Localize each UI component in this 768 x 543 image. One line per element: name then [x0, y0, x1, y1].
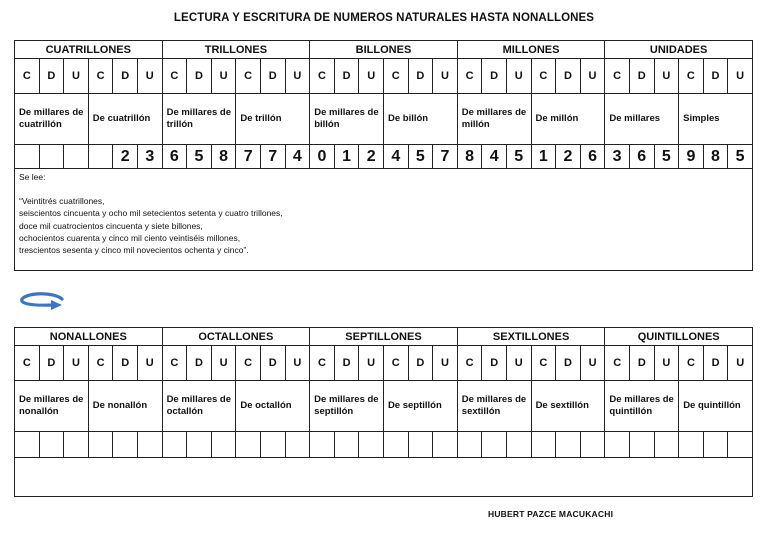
label-millares-sextillon: De millares de sextillón	[457, 381, 531, 432]
cdu-cell: C	[310, 59, 335, 94]
digit-cell	[531, 432, 556, 458]
label-nonallon: De nonallón	[88, 381, 162, 432]
group-header-septillones: SEPTILLONES	[310, 328, 458, 346]
digit-cell	[39, 432, 64, 458]
label-billon: De billón	[383, 94, 457, 145]
digit-cell	[433, 432, 458, 458]
digit-row	[15, 145, 753, 169]
digit-cell: 9	[679, 145, 704, 169]
cdu-cell: C	[531, 346, 556, 381]
digit-cell: 2	[113, 145, 138, 169]
digit-cell: 5	[187, 145, 212, 169]
digit-cell	[15, 432, 40, 458]
digit-cell	[260, 432, 285, 458]
cdu-cell: U	[433, 346, 458, 381]
label-millares-octallon: De millares de octallón	[162, 381, 236, 432]
cdu-cell: C	[88, 59, 113, 94]
digit-cell	[457, 432, 482, 458]
group-header-unidades: UNIDADES	[605, 41, 753, 59]
digit-cell	[506, 432, 531, 458]
digit-row	[15, 432, 753, 458]
digit-cell: 7	[260, 145, 285, 169]
cdu-cell: C	[531, 59, 556, 94]
cdu-cell: D	[260, 346, 285, 381]
cdu-cell: U	[137, 59, 162, 94]
cdu-row	[15, 346, 753, 381]
cdu-cell: U	[211, 346, 236, 381]
cdu-cell: U	[728, 346, 753, 381]
digit-cell	[88, 145, 113, 169]
digit-cell: 6	[162, 145, 187, 169]
digit-cell: 8	[457, 145, 482, 169]
group-header-octallones: OCTALLONES	[162, 328, 310, 346]
group-header-sextillones: SEXTILLONES	[457, 328, 605, 346]
label-millares-millon: De millares de millón	[457, 94, 531, 145]
digit-cell: 2	[556, 145, 581, 169]
cdu-cell: U	[211, 59, 236, 94]
cdu-cell: C	[162, 59, 187, 94]
cdu-cell: C	[15, 59, 40, 94]
cdu-cell: U	[359, 346, 384, 381]
digit-cell	[679, 432, 704, 458]
digit-cell: 3	[137, 145, 162, 169]
group-header-millones: MILLONES	[457, 41, 605, 59]
cdu-cell: D	[39, 59, 64, 94]
label-millon: De millón	[531, 94, 605, 145]
cdu-cell: U	[64, 59, 89, 94]
digit-cell	[728, 432, 753, 458]
cdu-cell: C	[605, 346, 630, 381]
digit-cell	[137, 432, 162, 458]
group-header-billones: BILLONES	[310, 41, 458, 59]
digit-cell	[236, 432, 261, 458]
cdu-cell: D	[629, 59, 654, 94]
label-millares-cuatrillon: De millares de cuatrillón	[15, 94, 89, 145]
group-header-trillones: TRILLONES	[162, 41, 310, 59]
cdu-cell: C	[383, 346, 408, 381]
reading-line: trescientos sesenta y cinco mil novecientos ochenta y cinco”.	[19, 245, 249, 256]
cdu-cell: C	[457, 346, 482, 381]
cdu-cell: D	[39, 346, 64, 381]
label-octallon: De octallón	[236, 381, 310, 432]
digit-cell	[310, 432, 335, 458]
cdu-cell: U	[654, 346, 679, 381]
reading-line: ochocientos cuarenta y cinco mil ciento veintiséis millones,	[19, 232, 241, 243]
label-trillon: De trillón	[236, 94, 310, 145]
cdu-cell: D	[334, 59, 359, 94]
digit-cell	[211, 432, 236, 458]
cdu-cell: C	[236, 346, 261, 381]
digit-cell	[556, 432, 581, 458]
cdu-cell: D	[187, 59, 212, 94]
digit-cell	[605, 432, 630, 458]
cdu-cell: U	[64, 346, 89, 381]
digit-cell: 8	[703, 145, 728, 169]
cdu-cell: D	[334, 346, 359, 381]
cdu-cell: D	[113, 346, 138, 381]
digit-cell: 6	[580, 145, 605, 169]
reading-line: seiscientos cincuenta y ocho mil setecientos setenta y cuatro trillones,	[19, 208, 283, 219]
reading-line: doce mil cuatrocientos cincuenta y siete billones,	[19, 220, 203, 231]
digit-cell	[64, 432, 89, 458]
digit-cell	[113, 432, 138, 458]
group-header-nonallones: NONALLONES	[15, 328, 163, 346]
digit-cell	[383, 432, 408, 458]
digit-cell: 2	[359, 145, 384, 169]
digit-cell	[39, 145, 64, 169]
author-credit: HUBERT PAZCE MACUKACHI	[488, 509, 614, 519]
digit-cell: 5	[728, 145, 753, 169]
cdu-cell: U	[359, 59, 384, 94]
cdu-cell: C	[605, 59, 630, 94]
cdu-cell: D	[260, 59, 285, 94]
digit-cell: 0	[310, 145, 335, 169]
cdu-cell: D	[482, 59, 507, 94]
cdu-cell: U	[506, 59, 531, 94]
cdu-cell: C	[310, 346, 335, 381]
digit-cell	[654, 432, 679, 458]
cdu-cell: C	[457, 59, 482, 94]
reading-box	[15, 458, 753, 497]
cdu-cell: U	[506, 346, 531, 381]
cdu-cell: C	[679, 59, 704, 94]
digit-cell	[285, 432, 310, 458]
cdu-cell: C	[236, 59, 261, 94]
digit-cell	[15, 145, 40, 169]
label-millares-nonallon: De millares de nonallón	[15, 381, 89, 432]
digit-cell: 7	[236, 145, 261, 169]
group-header-quintillones: QUINTILLONES	[605, 328, 753, 346]
label-simples: Simples	[679, 94, 753, 145]
label-sextillon: De sextillón	[531, 381, 605, 432]
label-millares-quintillon: De millares de quintillón	[605, 381, 679, 432]
digit-cell	[482, 432, 507, 458]
label-millares-unidades: De millares	[605, 94, 679, 145]
cdu-cell: D	[187, 346, 212, 381]
digit-cell: 1	[334, 145, 359, 169]
label-septillon: De septillón	[383, 381, 457, 432]
cdu-row	[15, 59, 753, 94]
cdu-cell: C	[383, 59, 408, 94]
cdu-cell: C	[162, 346, 187, 381]
cdu-cell: D	[703, 59, 728, 94]
cdu-cell: U	[285, 59, 310, 94]
digit-cell: 5	[654, 145, 679, 169]
cdu-cell: U	[433, 59, 458, 94]
digit-cell	[359, 432, 384, 458]
digit-cell	[703, 432, 728, 458]
cdu-cell: D	[703, 346, 728, 381]
label-millares-trillon: De millares de trillón	[162, 94, 236, 145]
digit-cell: 4	[482, 145, 507, 169]
digit-cell: 7	[433, 145, 458, 169]
cdu-cell: D	[556, 59, 581, 94]
digit-cell: 5	[506, 145, 531, 169]
cdu-cell: D	[556, 346, 581, 381]
label-millares-septillon: De millares de septillón	[310, 381, 384, 432]
group-header-cuatrillones: CUATRILLONES	[15, 41, 163, 59]
reading-line: “Veintitrés cuatrillones,	[19, 196, 105, 207]
cdu-cell: U	[137, 346, 162, 381]
cdu-cell: U	[728, 59, 753, 94]
digit-cell	[64, 145, 89, 169]
cdu-cell: D	[408, 346, 433, 381]
digit-cell	[162, 432, 187, 458]
digit-cell	[630, 432, 655, 458]
place-value-table-lower	[14, 327, 753, 497]
cdu-cell: C	[88, 346, 113, 381]
digit-cell: 1	[531, 145, 556, 169]
place-value-table-upper	[14, 40, 753, 271]
digit-cell: 3	[605, 145, 630, 169]
cdu-cell: U	[580, 59, 605, 94]
cdu-cell: C	[679, 346, 704, 381]
cdu-cell: D	[113, 59, 138, 94]
digit-cell	[408, 432, 433, 458]
digit-cell	[580, 432, 605, 458]
digit-cell: 4	[383, 145, 408, 169]
cdu-cell: D	[482, 346, 507, 381]
digit-cell: 8	[211, 145, 236, 169]
label-millares-billon: De millares de billón	[310, 94, 384, 145]
cdu-cell: C	[15, 346, 40, 381]
curved-arrow-icon	[18, 290, 66, 314]
label-quintillon: De quintillón	[679, 381, 753, 432]
cdu-cell: U	[285, 346, 310, 381]
page-title: LECTURA Y ESCRITURA DE NUMEROS NATURALES HASTA NONALLONES	[173, 12, 595, 24]
digit-cell: 6	[629, 145, 654, 169]
digit-cell	[334, 432, 359, 458]
digit-cell: 5	[408, 145, 433, 169]
reading-label: Se lee:	[19, 172, 46, 182]
label-cuatrillon: De cuatrillón	[88, 94, 162, 145]
digit-cell: 4	[285, 145, 310, 169]
cdu-cell: U	[580, 346, 605, 381]
cdu-cell: U	[654, 59, 679, 94]
digit-cell	[187, 432, 212, 458]
cdu-cell: D	[630, 346, 655, 381]
reading-box	[15, 169, 753, 271]
cdu-cell: D	[408, 59, 433, 94]
digit-cell	[88, 432, 113, 458]
